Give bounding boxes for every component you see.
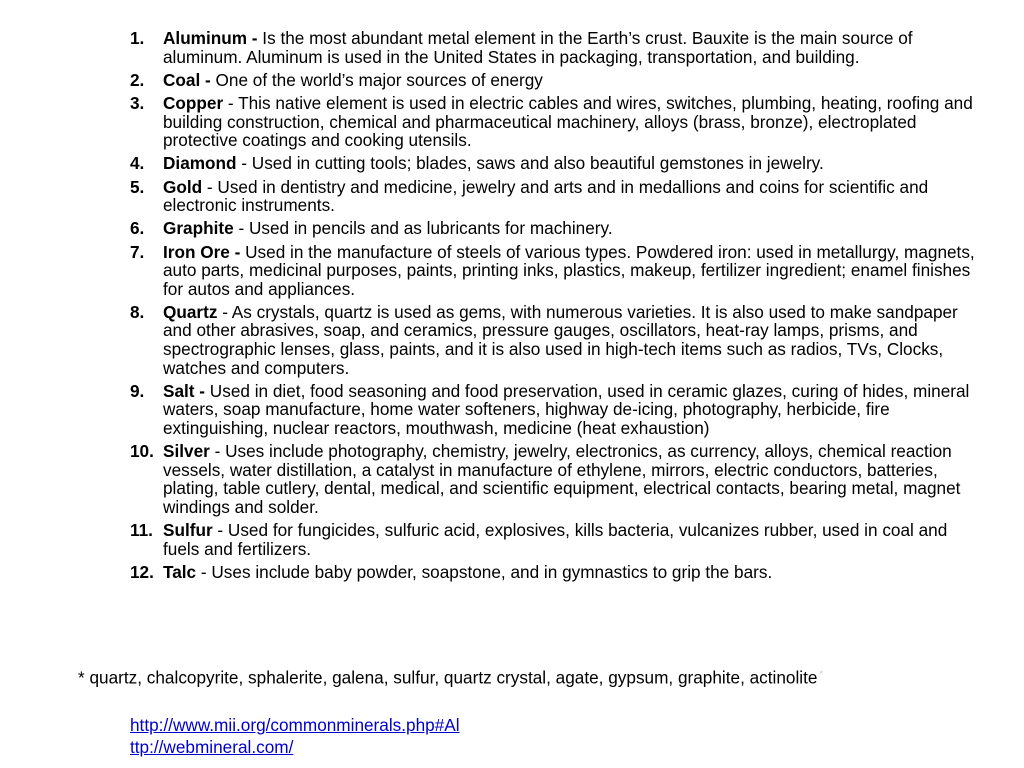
mineral-description: - Used in dentistry and medicine, jewelry and arts and in medallions and coins for scientific and electronic instruments.	[163, 176, 929, 216]
list-item	[130, 154, 982, 173]
mineral-name: Sulfur	[163, 520, 213, 541]
item-number: 8.	[130, 301, 145, 322]
list-item	[130, 29, 982, 66]
reference-links	[130, 714, 460, 758]
mineral-name: Graphite	[163, 218, 234, 239]
mineral-name: Aluminum -	[163, 28, 258, 48]
mineral-description: One of the world’s major sources of energy	[210, 69, 543, 90]
mineral-description: Is the most abundant metal element in the Earth’s crust. Bauxite is the main source of aluminum. Aluminum is used in the United States in packaging, transportation, and building.	[163, 28, 913, 67]
minerals-list	[130, 29, 982, 586]
mineral-description: - Uses include baby powder, soapstone, and in gymnastics to grip the bars.	[196, 561, 773, 582]
item-number: 10.	[130, 441, 154, 462]
item-number: 6.	[130, 218, 145, 239]
mineral-description: Used in the manufacture of steels of various types. Powdered iron: used in metallurgy, magnets, auto parts, medicinal purposes, paints, printing inks, plastics, makeup, fertilizer ingredient; enamel finishes for autos and appliances.	[163, 241, 975, 299]
mineral-description: - As crystals, quartz is used as gems, with numerous varieties. It is also used to make sandpaper and other abrasives, soap, and ceramics, pressure gauges, oscillators, heat-ray lamps, prisms, and spectrographic lenses, glass, paints, and it is also used in high-tech items such as radios, TVs, Clocks, watches and computers.	[163, 301, 958, 378]
mineral-description: Used in diet, food seasoning and food preservation, used in ceramic glazes, curing of hides, mineral waters, soap manufacture, home water softeners, highway de-icing, photography, herbicide, fire extinguishing, nuclear reactors, mouthwash, medicine (heat exhaustion)	[163, 380, 970, 439]
mineral-name: Copper	[163, 92, 224, 113]
mineral-description: - Used in pencils and as lubricants for machinery.	[233, 218, 613, 239]
mineral-name: Talc	[163, 561, 197, 582]
mineral-name: Diamond	[163, 153, 237, 174]
mineral-name: Coal -	[163, 69, 211, 90]
list-item	[130, 94, 982, 150]
footnote-text: * quartz, chalcopyrite, sphalerite, galena, sulfur, quartz crystal, agate, gypsum, graphite, actinolite	[78, 667, 818, 688]
mineral-description: - This native element is used in electric cables and wires, switches, plumbing, heating, roofing and building construction, chemical and pharmaceutical machinery, alloys (brass, bronze), electroplated protective coatings and cooking utensils.	[163, 92, 973, 151]
link-mii-commonminerals[interactable]: http://www.mii.org/commonminerals.php#Al	[130, 715, 460, 735]
list-item	[130, 303, 982, 377]
item-number: 12.	[130, 561, 154, 582]
list-item	[130, 178, 982, 215]
mineral-description: - Used in cutting tools; blades, saws and also beautiful gemstones in jewelry.	[236, 153, 824, 174]
footnote	[78, 664, 823, 688]
item-number: 9.	[130, 380, 145, 401]
list-item	[130, 243, 982, 299]
link-webmineral[interactable]: ttp://webmineral.com/	[130, 737, 294, 757]
item-number: 3.	[130, 92, 145, 113]
mineral-name: Gold	[163, 176, 203, 197]
item-number: 11.	[130, 520, 153, 541]
mineral-name: Salt -	[163, 380, 206, 401]
list-item	[130, 521, 982, 558]
list-item	[130, 219, 982, 238]
mineral-description: - Uses include photography, chemistry, jewelry, electronics, as currency, alloys, chemical reaction vessels, water distillation, a catalyst in manufacture of ethylene, mirrors, electric conductors, batteries, plating, table cutlery, dental, medical, and scientific equipment, electrical contacts, bearing metal, magnet windings and solder.	[163, 441, 961, 517]
item-number: 4.	[130, 153, 145, 174]
mineral-name: Silver	[163, 441, 210, 462]
list-item	[130, 382, 982, 438]
list-item	[130, 442, 982, 516]
list-item	[130, 71, 982, 90]
mineral-name: Quartz	[163, 301, 218, 322]
item-number: 5.	[130, 176, 145, 197]
mineral-name: Iron Ore -	[163, 241, 241, 262]
list-item	[130, 563, 982, 582]
item-number: 1.	[130, 28, 145, 48]
item-number: 2.	[130, 69, 145, 90]
footnote-mark: *	[819, 669, 823, 679]
item-number: 7.	[130, 241, 145, 262]
mineral-description: - Used for fungicides, sulfuric acid, explosives, kills bacteria, vulcanizes rubber, used in coal and fuels and fertilizers.	[163, 520, 948, 559]
